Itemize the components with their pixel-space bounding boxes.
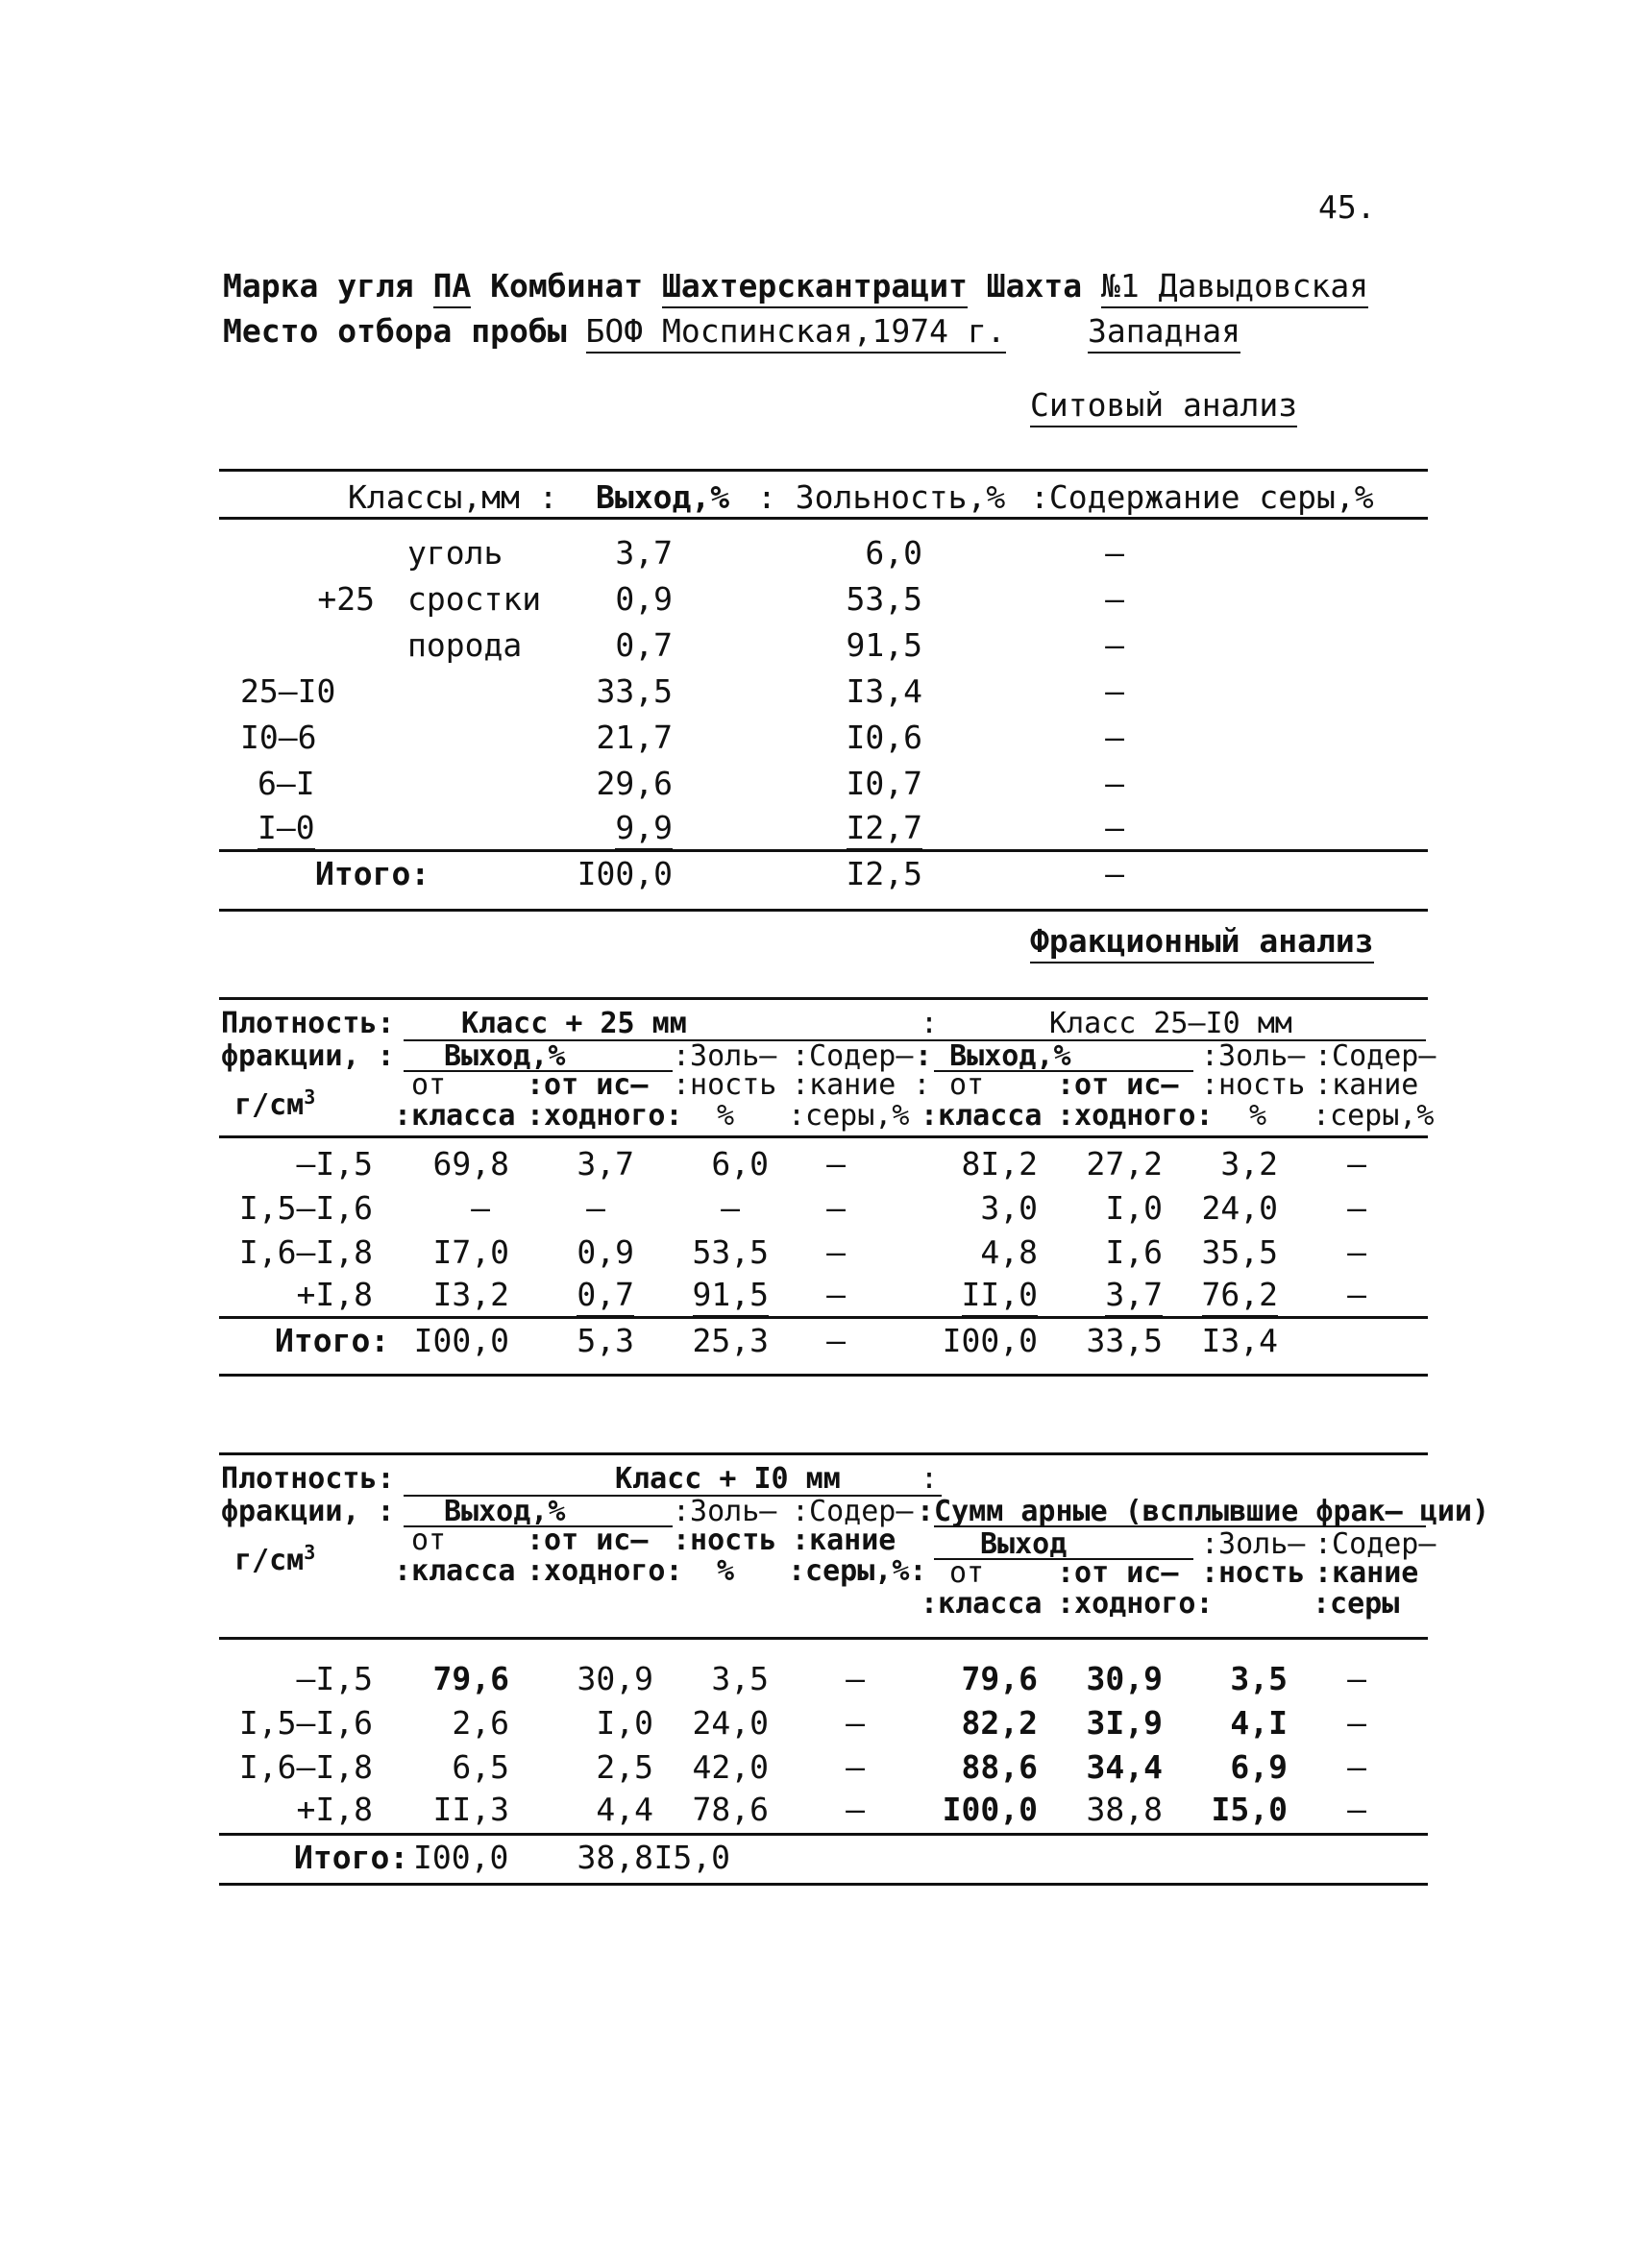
t3-b1: 88,6 xyxy=(961,1748,1038,1786)
t3-total-a2: 38,8 xyxy=(577,1839,653,1876)
t3-ash-a: :Золь– xyxy=(673,1495,777,1528)
sampling-place: БОФ Моспинская,1974 г. xyxy=(586,312,1006,354)
sieve-class xyxy=(258,809,315,847)
t3-b3: 3,5 xyxy=(1230,1660,1288,1697)
t3-density: I,5–I,6 xyxy=(238,1704,373,1742)
t2-b2: 27,2 xyxy=(1086,1145,1163,1183)
sieve-class: 6–I xyxy=(258,765,315,802)
mine-label: Шахта xyxy=(986,267,1083,305)
t2-total-a2: 5,3 xyxy=(577,1322,634,1359)
sieve-total-sulfur: – xyxy=(1105,855,1124,892)
t2-b4: – xyxy=(1347,1189,1366,1227)
t3-sub2b: :от ис– xyxy=(1057,1556,1179,1590)
sieve-yield: 21,7 xyxy=(596,719,673,756)
sieve-ash: 53,5 xyxy=(846,580,922,618)
t2-b3: 35,5 xyxy=(1201,1233,1278,1271)
t3-group-a: Класс + I0 мм xyxy=(615,1462,841,1496)
t2-sub3b: :ность xyxy=(1201,1068,1306,1102)
t2-sub1b: от xyxy=(949,1068,985,1102)
t2-top-rule xyxy=(219,997,1428,1000)
t2-a4: – xyxy=(826,1189,846,1227)
coal-grade-label: Марка угля xyxy=(223,267,414,305)
t2-b1: 3,0 xyxy=(980,1189,1038,1227)
t3-sulf-b: :Содер– xyxy=(1314,1527,1436,1561)
t2-b1: 4,8 xyxy=(980,1233,1038,1271)
sieve-class: 25–I0 xyxy=(240,672,336,710)
t2-sub7: % xyxy=(717,1099,735,1133)
t3-a2: I,0 xyxy=(596,1704,653,1742)
t3-a3: 42,0 xyxy=(692,1748,769,1786)
t2-b4: – xyxy=(1347,1233,1366,1271)
t3-a1: 79,6 xyxy=(432,1660,509,1697)
sieve-yield-text: 9,9 xyxy=(615,809,673,850)
t2-total-label: Итого: xyxy=(275,1322,390,1359)
t3-b4: – xyxy=(1347,1791,1366,1828)
t3-sulf-a: :Содер– xyxy=(792,1495,914,1528)
sieve-yield: 29,6 xyxy=(596,765,673,802)
t3-group-b: :Сумм арные (всплывшие фрак– ции) xyxy=(917,1495,1490,1528)
sieve-total-rule xyxy=(219,849,1428,852)
t2-b4: – xyxy=(1347,1145,1366,1183)
sieve-sulfur: – xyxy=(1105,534,1124,572)
t3-h-unit xyxy=(234,1537,315,1576)
t3-yield-a: Выход,% xyxy=(444,1495,566,1528)
t3-sub3: :ность xyxy=(673,1524,777,1557)
t2-a2-text: 0,7 xyxy=(577,1276,634,1317)
t3-sub3b: :ность xyxy=(1201,1556,1306,1590)
t3-b3: 6,9 xyxy=(1230,1748,1288,1786)
t2-b1-text: II,0 xyxy=(962,1276,1038,1317)
t3-sub1b: от xyxy=(949,1556,985,1590)
t3-a3: 3,5 xyxy=(711,1660,769,1697)
t2-a3: 6,0 xyxy=(711,1145,769,1183)
kombinat-label: Комбинат xyxy=(490,267,644,305)
t3-h-unit-text: г/см xyxy=(234,1544,305,1577)
t3-a4: – xyxy=(846,1748,865,1786)
t3-top-rule xyxy=(219,1452,1428,1455)
t2-a2 xyxy=(519,1276,634,1314)
fraction-title xyxy=(1030,922,1374,961)
sieve-sulfur: – xyxy=(1105,672,1124,710)
t2-a4: – xyxy=(826,1233,846,1271)
t2-sub4b: :кание xyxy=(1314,1068,1419,1102)
sieve-ash: I0,7 xyxy=(846,765,922,802)
t2-density: I,6–I,8 xyxy=(238,1233,373,1271)
t2-density: I,5–I,6 xyxy=(238,1189,373,1227)
t3-sub4b: :кание xyxy=(1314,1556,1419,1590)
sieve-col-yield xyxy=(596,478,729,517)
sieve-ash: 6,0 xyxy=(865,534,922,572)
t2-a3 xyxy=(653,1276,769,1314)
t3-a1: 2,6 xyxy=(452,1704,509,1742)
t3-sub8: :серы,%: xyxy=(788,1554,927,1588)
t3-group-sep: : xyxy=(921,1462,939,1496)
t3-sub2: :от ис– xyxy=(527,1524,649,1557)
t2-a3-text: 91,5 xyxy=(693,1276,769,1317)
mine-suffix-text: Западная xyxy=(1088,312,1240,354)
t3-header-rule xyxy=(219,1637,1428,1640)
t2-a4: – xyxy=(826,1145,846,1183)
sieve-yield: 0,7 xyxy=(615,626,673,664)
t2-total-a4: – xyxy=(826,1322,846,1359)
t2-a2: – xyxy=(586,1189,605,1227)
t2-h-unit-text: г/см xyxy=(234,1088,305,1122)
sieve-header-rule xyxy=(219,517,1428,520)
t2-h-density: Плотность: xyxy=(221,1007,395,1040)
t3-sub5: :класса xyxy=(394,1554,516,1588)
t2-ash-b: :Золь– xyxy=(1201,1039,1306,1073)
t2-h-fraction: фракции, : xyxy=(221,1039,395,1073)
sieve-class: +25 xyxy=(317,580,375,618)
t2-sub5: :класса xyxy=(394,1099,516,1133)
sieve-ash: I3,4 xyxy=(846,672,922,710)
t3-density: –I,5 xyxy=(296,1660,373,1697)
t3-b1: 79,6 xyxy=(961,1660,1038,1697)
sieve-title xyxy=(1030,386,1297,425)
t2-sub2: :от ис– xyxy=(527,1068,649,1102)
t3-a2: 4,4 xyxy=(596,1791,653,1828)
sieve-sulfur: – xyxy=(1105,626,1124,664)
sieve-ash: I0,6 xyxy=(846,719,922,756)
t2-ash-a: :Золь– xyxy=(673,1039,777,1073)
t3-b3: 4,I xyxy=(1230,1704,1288,1742)
t2-b2: I,0 xyxy=(1105,1189,1163,1227)
sieve-ash-text: I2,7 xyxy=(847,809,922,850)
t3-bottom-rule xyxy=(219,1883,1428,1886)
sieve-yield: 0,9 xyxy=(615,580,673,618)
t2-b2 xyxy=(1047,1276,1163,1314)
sieve-sulfur: – xyxy=(1105,580,1124,618)
sieve-sulfur: – xyxy=(1105,719,1124,756)
t2-sub8: :серы,% xyxy=(788,1099,910,1133)
mine-name: №1 Давыдовская xyxy=(1101,267,1368,308)
t3-a4: – xyxy=(846,1704,865,1742)
sieve-class: I0–6 xyxy=(240,719,317,756)
page-number: 45. xyxy=(1318,188,1376,226)
t2-group-b: Класс 25–I0 мм xyxy=(1049,1007,1292,1040)
t2-sub8b: :серы,% xyxy=(1313,1099,1435,1133)
sieve-yield xyxy=(538,809,673,847)
t2-sub6b: :ходного: xyxy=(1057,1099,1214,1133)
coal-grade: ПА xyxy=(433,267,472,308)
sieve-bottom-rule xyxy=(219,909,1428,912)
sieve-yield: 3,7 xyxy=(615,534,673,572)
t2-a1: I7,0 xyxy=(432,1233,509,1271)
t3-b1: 82,2 xyxy=(961,1704,1038,1742)
t3-sub4: :кание xyxy=(792,1524,896,1557)
t2-a2: 0,9 xyxy=(577,1233,634,1271)
t2-b3-text: 76,2 xyxy=(1202,1276,1278,1317)
t2-a3: 53,5 xyxy=(692,1233,769,1271)
t3-b4: – xyxy=(1347,1748,1366,1786)
t3-b2: 30,9 xyxy=(1086,1660,1163,1697)
sieve-total-yield: I00,0 xyxy=(577,855,673,892)
sieve-title-text: Ситовый анализ xyxy=(1030,386,1297,427)
t3-sub6: :ходного: xyxy=(527,1554,683,1588)
mine-suffix xyxy=(1088,312,1240,351)
sieve-total-label: Итого: xyxy=(315,855,430,892)
t2-yield-a: Выход,% xyxy=(444,1039,566,1073)
sampling-place-label: Место отбора пробы xyxy=(223,312,567,350)
t3-density: +I,8 xyxy=(296,1791,373,1828)
sieve-class-text: I–0 xyxy=(258,809,315,850)
t2-yield-b: : Выход,% xyxy=(915,1039,1071,1073)
sieve-col-yield-text: Выход,% xyxy=(596,478,729,520)
t2-b1 xyxy=(922,1276,1038,1314)
t3-sub6b: :ходного: xyxy=(1057,1587,1214,1621)
t3-a1: II,3 xyxy=(432,1791,509,1828)
t3-sub8b: :серы xyxy=(1313,1587,1400,1621)
kombinat-name: Шахтерскантрацит xyxy=(662,267,968,308)
t3-total-a1: I00,0 xyxy=(413,1839,509,1876)
t2-a2: 3,7 xyxy=(577,1145,634,1183)
t3-total-rule xyxy=(219,1833,1428,1836)
sieve-sulfur: – xyxy=(1105,809,1124,846)
t3-a2: 30,9 xyxy=(577,1660,653,1697)
t2-b4: – xyxy=(1347,1276,1366,1313)
t3-a3: 24,0 xyxy=(692,1704,769,1742)
t2-sulf-a: :Содер– xyxy=(792,1039,914,1073)
t3-a1: 6,5 xyxy=(452,1748,509,1786)
sieve-top-rule xyxy=(219,469,1428,472)
t3-h-fraction: фракции, : xyxy=(221,1495,395,1528)
sieve-subclass: сростки xyxy=(407,580,542,618)
t2-total-a1: I00,0 xyxy=(413,1322,509,1359)
t2-header-rule xyxy=(219,1135,1428,1138)
header-line-2 xyxy=(223,312,1006,351)
t2-group-a xyxy=(461,1009,687,1039)
t2-group-a-text: Класс + 25 мм xyxy=(461,1007,687,1040)
t2-b2: I,6 xyxy=(1105,1233,1163,1271)
fraction-title-text: Фракционный анализ xyxy=(1030,922,1374,963)
t2-a1: 69,8 xyxy=(432,1145,509,1183)
sieve-col-class: Классы,мм : xyxy=(348,478,558,516)
t2-sub3: :ность xyxy=(673,1068,777,1102)
t2-a1: – xyxy=(471,1189,490,1227)
t2-sulf-b: :Содер– xyxy=(1314,1039,1436,1073)
sieve-ash xyxy=(778,809,922,847)
t2-b3: 24,0 xyxy=(1201,1189,1278,1227)
t3-b2: 38,8 xyxy=(1086,1791,1163,1828)
t3-h-density: Плотность: xyxy=(221,1462,395,1496)
t3-b2: 34,4 xyxy=(1086,1748,1163,1786)
t2-bottom-rule xyxy=(219,1374,1428,1377)
header-line-1 xyxy=(223,267,1368,305)
t2-b1: 8I,2 xyxy=(961,1145,1038,1183)
sieve-subclass: уголь xyxy=(407,534,503,572)
sieve-total-ash: I2,5 xyxy=(846,855,922,892)
t2-a1: I3,2 xyxy=(432,1276,509,1313)
t3-total-label: Итого: xyxy=(294,1839,409,1876)
t3-a4: – xyxy=(846,1660,865,1697)
t3-b2: 3I,9 xyxy=(1086,1704,1163,1742)
sieve-sulfur: – xyxy=(1105,765,1124,802)
t2-h-unit xyxy=(234,1082,315,1121)
t2-density: –I,5 xyxy=(296,1145,373,1183)
t2-sub2b: :от ис– xyxy=(1057,1068,1179,1102)
t3-b4: – xyxy=(1347,1704,1366,1742)
t2-group-sep: : xyxy=(921,1007,939,1040)
sieve-ash: 91,5 xyxy=(846,626,922,664)
t2-sub6: :ходного: xyxy=(527,1099,683,1133)
t3-yield-b: Выход xyxy=(980,1527,1068,1561)
sieve-yield: 33,5 xyxy=(596,672,673,710)
t2-total-a3: 25,3 xyxy=(692,1322,769,1359)
t2-density: +I,8 xyxy=(296,1276,373,1313)
t2-total-b2: 33,5 xyxy=(1086,1322,1163,1359)
t2-total-b1: I00,0 xyxy=(942,1322,1038,1359)
t3-sub1: от xyxy=(411,1524,447,1557)
t3-total-a3: I5,0 xyxy=(653,1839,730,1876)
t2-h-unit-sup: 3 xyxy=(304,1085,316,1109)
t2-sub1: от xyxy=(411,1068,447,1102)
sieve-col-ash: : Зольность,% xyxy=(757,478,1006,516)
t2-b2-text: 3,7 xyxy=(1105,1276,1163,1317)
sieve-col-sulfur: :Содержание серы,% xyxy=(1030,478,1374,516)
t3-h-unit-sup: 3 xyxy=(304,1541,316,1564)
t3-ash-b: :Золь– xyxy=(1201,1527,1306,1561)
t2-a3: – xyxy=(721,1189,740,1227)
t2-b3 xyxy=(1163,1276,1278,1314)
t3-b1: I00,0 xyxy=(942,1791,1038,1828)
t2-a4: – xyxy=(826,1276,846,1313)
t2-total-rule xyxy=(219,1316,1428,1319)
t2-sub4: :кание : xyxy=(792,1068,931,1102)
t3-a4: – xyxy=(846,1791,865,1828)
t3-b4: – xyxy=(1347,1660,1366,1697)
t2-b3: 3,2 xyxy=(1220,1145,1278,1183)
t3-b3: I5,0 xyxy=(1211,1791,1288,1828)
t3-sub5b: :класса xyxy=(921,1587,1043,1621)
t2-total-b3: I3,4 xyxy=(1201,1322,1278,1359)
t3-a3: 78,6 xyxy=(692,1791,769,1828)
t3-sub7: % xyxy=(717,1554,735,1588)
t2-sub7b: % xyxy=(1249,1099,1267,1133)
sieve-subclass: порода xyxy=(407,626,523,664)
t3-a2: 2,5 xyxy=(596,1748,653,1786)
t2-sub5b: :класса xyxy=(921,1099,1043,1133)
t3-density: I,6–I,8 xyxy=(238,1748,373,1786)
